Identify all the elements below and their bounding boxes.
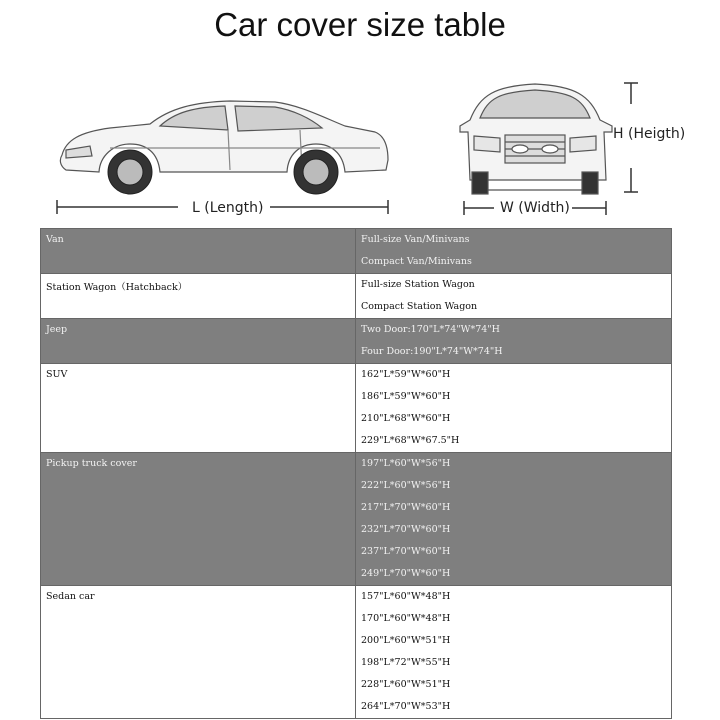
size-table-body (41, 229, 672, 719)
size-entry: 197"L*60"W*56"H (361, 458, 451, 469)
size-entry: 210"L*68"W*60"H (361, 413, 451, 424)
size-entry: Four Door:190"L*74"W*74"H (361, 346, 503, 357)
length-label: L (Length) (192, 200, 264, 216)
size-entry: 162"L*59"W*60"H (361, 369, 451, 380)
sizes-cell (356, 229, 672, 274)
vehicle-type-cell: Van (41, 229, 356, 274)
size-entry: 249"L*70"W*60"H (361, 568, 451, 579)
width-label: W (Width) (500, 200, 570, 216)
size-entry: Compact Station Wagon (361, 301, 478, 312)
sedan-side-view-illustration (60, 101, 388, 172)
sedan-front-view-illustration (460, 84, 612, 194)
vehicle-type-cell: SUV (41, 364, 356, 453)
table-row (41, 274, 672, 319)
size-entry: 229"L*68"W*67.5"H (361, 435, 460, 446)
size-entry: 200"L*60"W*51"H (361, 635, 451, 646)
size-entry: Full-size Van/Minivans (361, 234, 470, 245)
page-title: Car cover size table (214, 6, 506, 43)
car-dimension-diagrams (0, 60, 720, 230)
size-entry: Two Door:170"L*74"W*74"H (361, 324, 500, 335)
car-illustrations (0, 60, 720, 230)
size-entry: 157"L*60"W*48"H (361, 591, 451, 602)
table-row (41, 364, 672, 453)
table-row (41, 319, 672, 364)
size-entry: Full-size Station Wagon (361, 279, 475, 290)
size-entry: 228"L*60"W*51"H (361, 679, 451, 690)
sizes-cell (356, 453, 672, 586)
table-row (41, 229, 672, 274)
size-entry: 237"L*70"W*60"H (361, 546, 451, 557)
size-entry: 198"L*72"W*55"H (361, 657, 451, 668)
vehicle-type-cell: Jeep (41, 319, 356, 364)
vehicle-type-cell: Sedan car (41, 586, 356, 719)
size-entry: Compact Van/Minivans (361, 256, 472, 267)
table-row (41, 453, 672, 586)
size-entry: 170"L*60"W*48"H (361, 613, 451, 624)
sizes-cell (356, 364, 672, 453)
sizes-cell (356, 319, 672, 364)
height-label: H (Heigth) (613, 126, 686, 142)
vehicle-type-cell: Station Wagon（Hatchback） (41, 274, 356, 319)
size-entry: 232"L*70"W*60"H (361, 524, 451, 535)
size-entry: 217"L*70"W*60"H (361, 502, 451, 513)
size-entry: 264"L*70"W*53"H (361, 701, 451, 712)
size-entry: 186"L*59"W*60"H (361, 391, 451, 402)
table-row (41, 586, 672, 719)
size-table (40, 228, 672, 719)
vehicle-type-cell: Pickup truck cover (41, 453, 356, 586)
size-entry: 222"L*60"W*56"H (361, 480, 451, 491)
sizes-cell (356, 274, 672, 319)
sizes-cell (356, 586, 672, 719)
